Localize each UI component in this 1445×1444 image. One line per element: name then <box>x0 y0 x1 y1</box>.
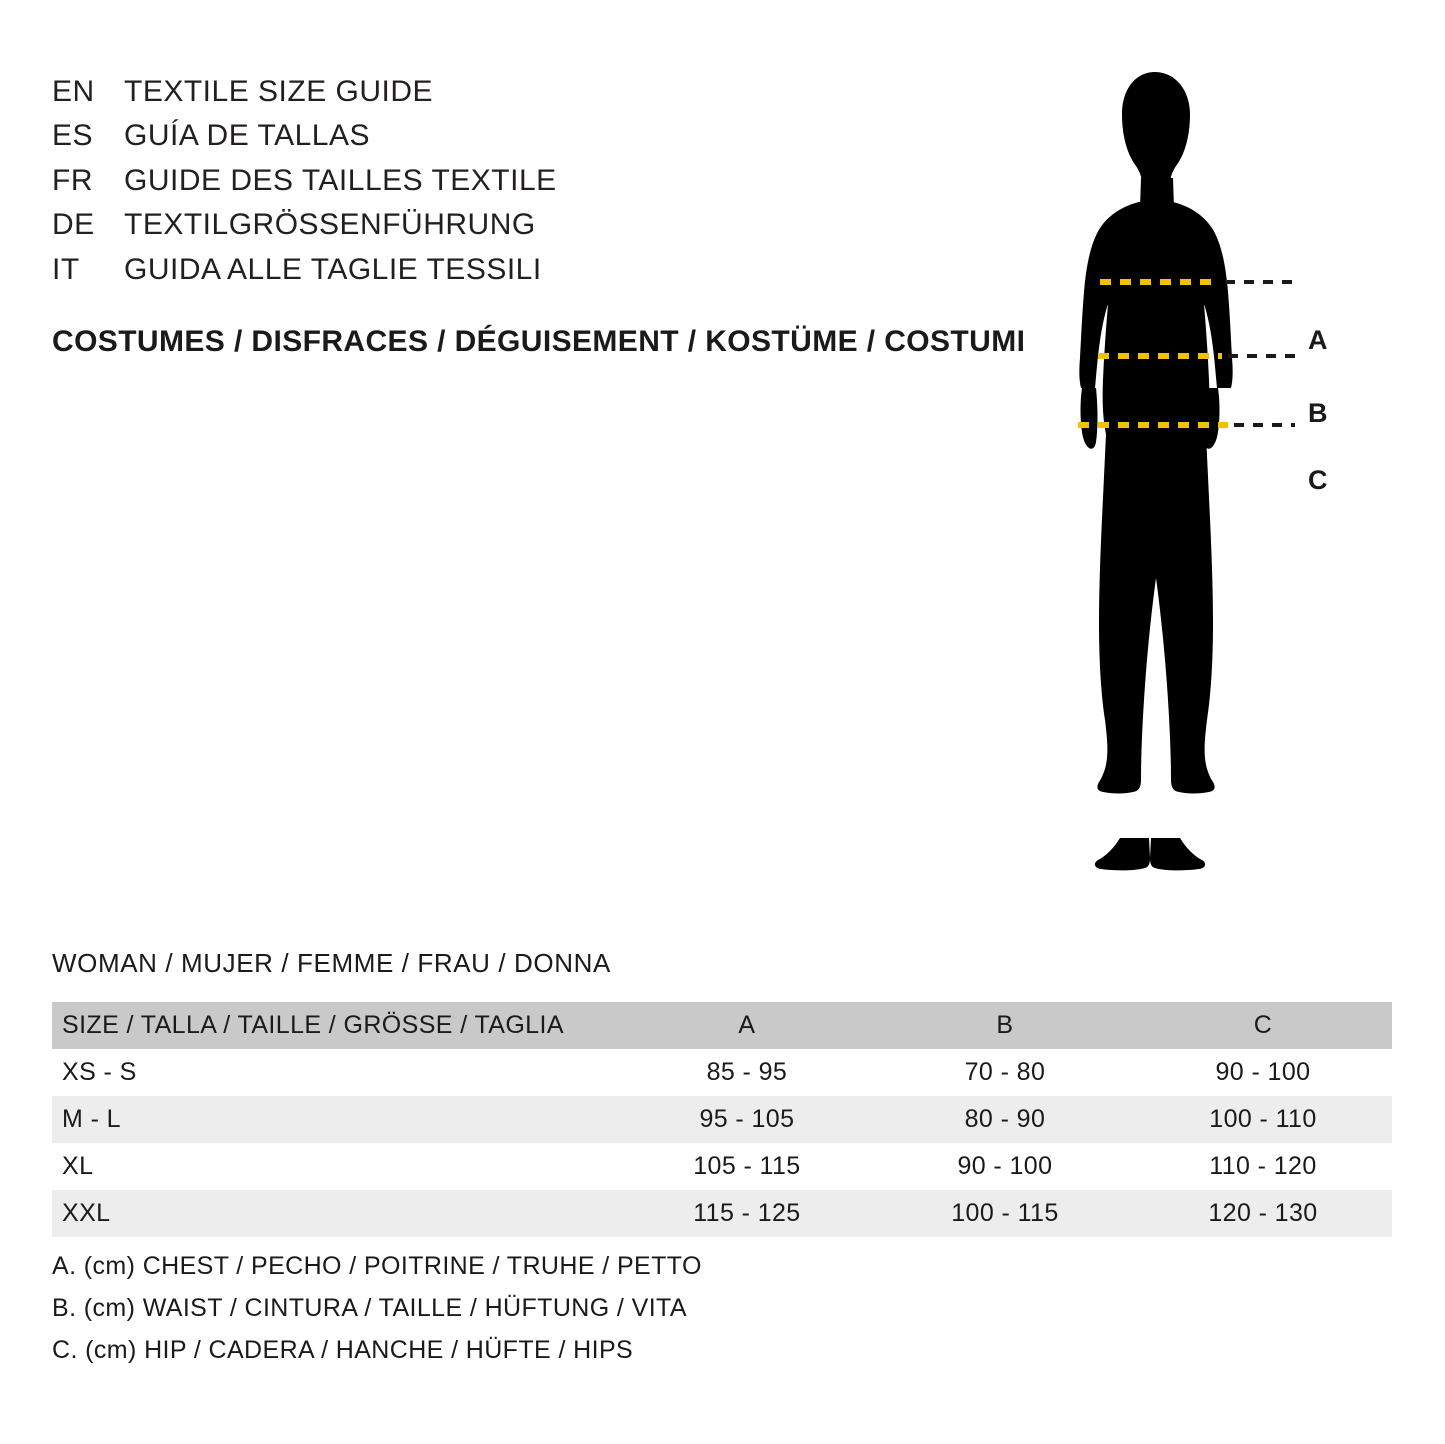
woman-silhouette-icon <box>1010 60 1390 890</box>
language-code: EN <box>52 75 95 108</box>
cell-chest: 85 - 95 <box>706 1058 788 1086</box>
language-code: ES <box>52 119 94 153</box>
language-row-fr <box>52 159 1012 203</box>
table-row <box>52 1096 1392 1143</box>
table-row <box>52 1190 1392 1237</box>
column-header-size: SIZE / TALLA / TAILLE / GRÖSSE / TAGLIA <box>62 1011 564 1039</box>
cell-size: XXL <box>62 1199 111 1227</box>
legend-line-b: B. (cm) WAIST / CINTURA / TAILLE / HÜFTUNG / VITA <box>52 1294 687 1322</box>
table-body <box>52 1049 1392 1237</box>
column-header-b: B <box>996 1011 1014 1039</box>
size-table <box>52 1002 1392 1237</box>
measurement-legend <box>52 1245 702 1371</box>
language-list <box>52 70 1012 292</box>
marker-label-b: B <box>1308 398 1328 428</box>
column-header-c: C <box>1253 1011 1273 1039</box>
language-text: TEXTILE SIZE GUIDE <box>124 75 434 108</box>
legend-line-c: C. (cm) HIP / CADERA / HANCHE / HÜFTE / HIPS <box>52 1336 634 1364</box>
cell-size: M - L <box>62 1105 121 1133</box>
marker-label-c: C <box>1308 465 1328 495</box>
language-row-en <box>52 70 1012 114</box>
cell-hip: 100 - 110 <box>1209 1105 1317 1133</box>
language-text: GUIDE DES TAILLES TEXTILE <box>124 163 557 197</box>
cell-size: XL <box>62 1152 94 1180</box>
category-line: COSTUMES / DISFRACES / DÉGUISEMENT / KOSTÜME / COSTUMI <box>52 325 1026 358</box>
cell-hip: 110 - 120 <box>1209 1152 1317 1180</box>
cell-hip: 120 - 130 <box>1208 1199 1318 1227</box>
language-code: FR <box>52 163 93 197</box>
marker-label-a: A <box>1308 325 1328 355</box>
cell-chest: 105 - 115 <box>693 1152 801 1180</box>
table-header-row <box>52 1002 1392 1049</box>
cell-hip: 90 - 100 <box>1215 1058 1311 1086</box>
language-text: TEXTILGRÖSSENFÜHRUNG <box>124 208 536 242</box>
table-row <box>52 1049 1392 1096</box>
table-title: WOMAN / MUJER / FEMME / FRAU / DONNA <box>52 948 611 978</box>
language-row-de <box>52 203 1012 247</box>
cell-chest: 95 - 105 <box>699 1105 795 1133</box>
column-header-a: A <box>738 1011 756 1039</box>
table-row <box>52 1143 1392 1190</box>
language-code: DE <box>52 208 95 242</box>
legend-line-a: A. (cm) CHEST / PECHO / POITRINE / TRUHE / PETTO <box>52 1252 702 1280</box>
language-row-it <box>52 248 1012 292</box>
language-row-es <box>52 114 1012 158</box>
table-header <box>52 1002 1392 1049</box>
language-text: GUIDA ALLE TAGLIE TESSILI <box>124 252 542 286</box>
body-figure <box>1010 60 1390 890</box>
cell-size: XS - S <box>62 1058 137 1086</box>
cell-chest: 115 - 125 <box>693 1199 801 1227</box>
cell-waist: 100 - 115 <box>951 1199 1059 1227</box>
language-code: IT <box>52 252 80 286</box>
cell-waist: 90 - 100 <box>957 1152 1053 1180</box>
cell-waist: 80 - 90 <box>964 1105 1046 1133</box>
cell-waist: 70 - 80 <box>964 1058 1046 1086</box>
language-text: GUÍA DE TALLAS <box>124 119 370 153</box>
